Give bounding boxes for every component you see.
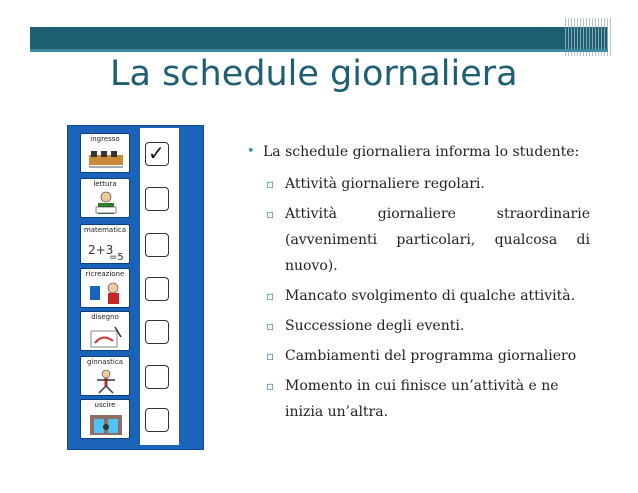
pictogram-card [80, 268, 130, 308]
schedule-checkbox[interactable] [145, 320, 169, 344]
pictogram-card [80, 311, 130, 351]
sub-bullet-item [245, 201, 590, 279]
schedule-row-disegno [80, 311, 195, 351]
pictogram-label: lettura [93, 180, 117, 188]
schedule-checkbox[interactable] [145, 408, 169, 432]
sub-bullet-text-line1: ▫ Attività giornaliere straordinarie [285, 206, 590, 222]
pictogram-label: ricreazione [85, 270, 125, 278]
schedule-checkbox[interactable] [145, 187, 169, 211]
schedule-row-ricreazione [80, 268, 195, 308]
sub-bullet-text-line2: (avvenimenti particolari, qualcosa di [285, 232, 590, 248]
sub-bullet-list [245, 171, 590, 425]
pictogram-label: ingresso [90, 135, 120, 143]
slide-content [245, 142, 590, 429]
sub-bullet-item: ▫ Cambiamenti del programma giornaliero [245, 343, 590, 369]
math-icon [87, 236, 125, 262]
schedule-row-uscire [80, 399, 195, 439]
sub-bullet-item: ▫ Momento in cui finisce un’attività e ne inizia un’altra. [245, 373, 590, 425]
schedule-checkbox[interactable] [145, 365, 169, 389]
recreation-icon [87, 280, 125, 306]
pictogram-label: uscire [94, 401, 116, 409]
intro-bullet: • La schedule giornaliera informa lo studente: [245, 142, 590, 162]
reading-icon [87, 190, 125, 216]
pictogram-label: matematica [83, 226, 127, 234]
drawing-icon [87, 323, 125, 349]
header-bar [30, 27, 608, 49]
schedule-row-matematica [80, 224, 195, 264]
gym-icon [87, 368, 125, 394]
sub-bullet-item: ▫ Mancato svolgimento di qualche attività. [245, 283, 590, 309]
pictogram-card [80, 224, 130, 264]
pictogram-label: ginnastica [86, 358, 124, 366]
sub-bullet-item: ▫ Successione degli eventi. [245, 313, 590, 339]
sub-bullet-item: ▫ Attività giornaliere regolari. [245, 171, 590, 197]
pictogram-label: disegno [91, 313, 119, 321]
schedule-row-lettura [80, 178, 195, 218]
svg-text:=5: =5 [109, 252, 124, 262]
entrance-icon [87, 145, 125, 171]
checkmark-icon: ✓ [148, 141, 165, 165]
schedule-checkbox[interactable] [145, 233, 169, 257]
schedule-row-ingresso [80, 133, 195, 173]
exit-icon [87, 411, 125, 437]
schedule-checkbox[interactable] [145, 277, 169, 301]
schedule-row-ginnastica [80, 356, 195, 396]
pictogram-card [80, 399, 130, 439]
pictogram-card [80, 356, 130, 396]
slide-title: La schedule giornaliera [110, 54, 518, 94]
header-accent-line [30, 49, 608, 52]
schedule-checkbox[interactable] [145, 142, 169, 166]
svg-text:2+3: 2+3 [88, 243, 114, 257]
pictogram-card [80, 178, 130, 218]
pictogram-card [80, 133, 130, 173]
sub-bullet-text-line3: nuovo). [285, 258, 338, 274]
